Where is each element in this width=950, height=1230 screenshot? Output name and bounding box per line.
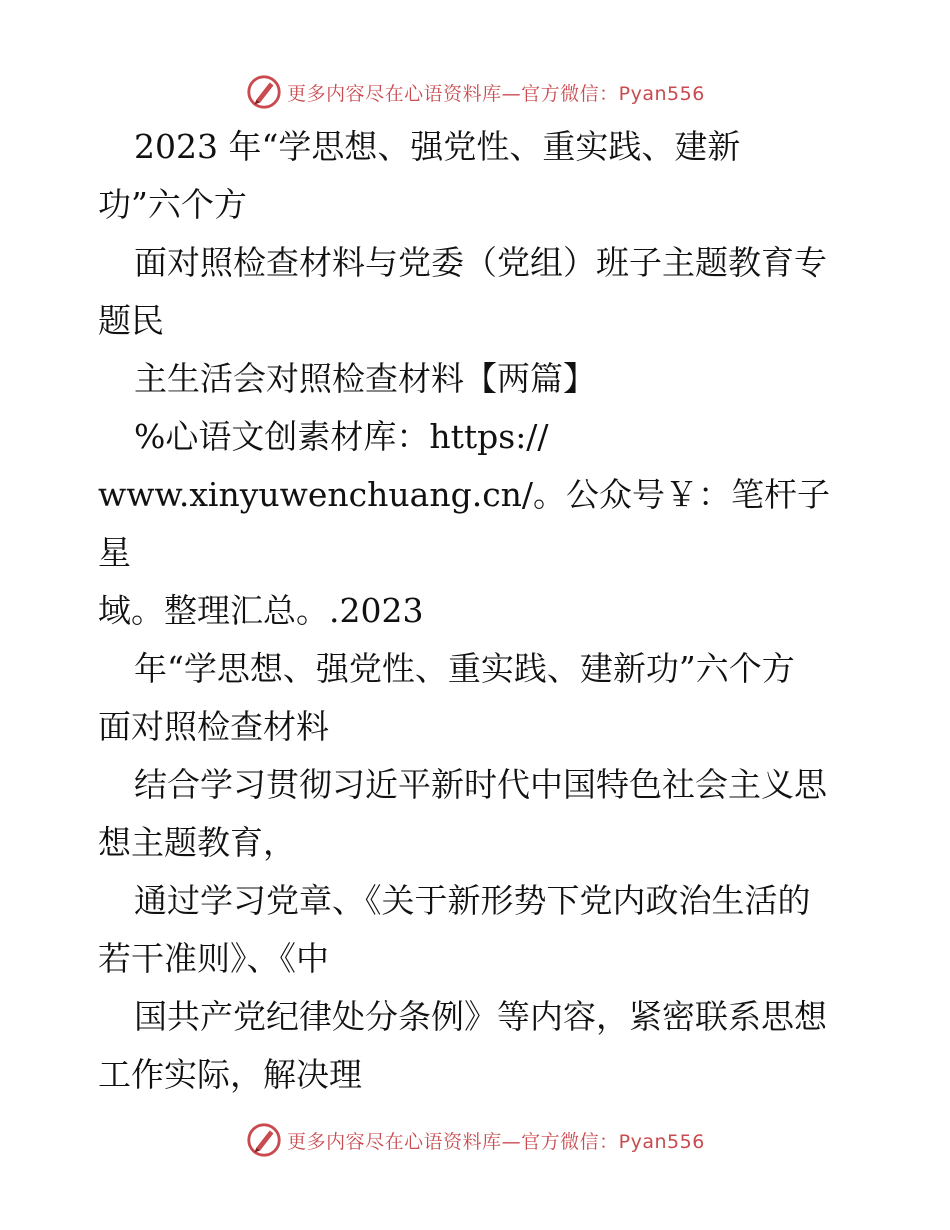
line-10: 面对照检查材料 — [98, 707, 329, 746]
watermark-banner-top — [0, 72, 950, 112]
line-2: 功”六个方 — [98, 185, 247, 224]
line-5: 主生活会对照检查材料【两篇】 — [134, 359, 596, 398]
watermark-text: 更多内容尽在心语资料库—官方微信：Pyan556 — [287, 1130, 705, 1153]
line-3: 面对照检查材料与党委（党组）班子主题教育专 — [134, 243, 827, 282]
line-14: 若干准则》、《中 — [98, 939, 329, 978]
watermark-text: 更多内容尽在心语资料库—官方微信：Pyan556 — [287, 82, 705, 105]
watermark-banner-bottom — [0, 1120, 950, 1160]
document-body — [98, 118, 858, 1104]
line-11: 结合学习贯彻习近平新时代中国特色社会主义思 — [134, 765, 827, 804]
pen-logo-icon — [245, 1121, 283, 1159]
line-6: %心语文创素材库：https:// — [134, 417, 549, 456]
line-12: 想主题教育， — [98, 823, 296, 862]
line-13: 通过学习党章、《关于新形势下党内政治生活的 — [134, 881, 811, 920]
line-4: 题民 — [98, 301, 164, 340]
line-15: 国共产党纪律处分条例》等内容，紧密联系思想 — [134, 997, 827, 1036]
line-7: www.xinyuwenchuang.cn/。公众号￥：笔杆子星 — [98, 475, 831, 572]
line-16: 工作实际，解决理 — [98, 1055, 362, 1094]
line-1: 2023 年“学思想、强党性、重实践、建新 — [134, 127, 741, 166]
pen-logo-icon — [245, 73, 283, 111]
line-8: 域。整理汇总。.2023 — [98, 591, 424, 630]
line-9: 年“学思想、强党性、重实践、建新功”六个方 — [134, 649, 795, 688]
